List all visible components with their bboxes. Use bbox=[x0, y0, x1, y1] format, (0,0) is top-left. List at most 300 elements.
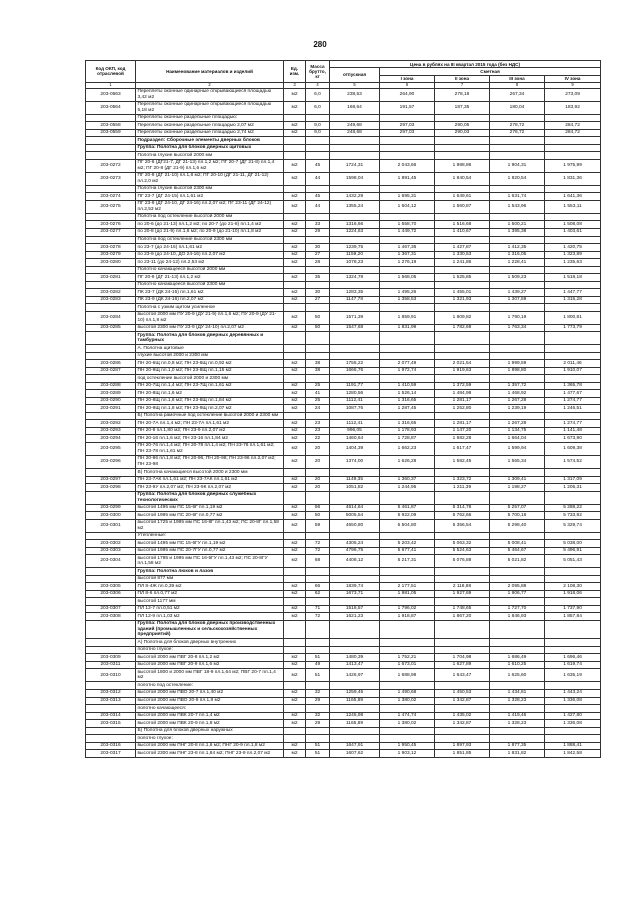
price-zone-1: 1 903,12 bbox=[380, 750, 435, 758]
release-price: 1224,63 bbox=[330, 228, 380, 236]
item-name: высотой 1495 мм ПС 15-6Г пл.1,19 м2 bbox=[136, 504, 284, 512]
empty-cell bbox=[306, 152, 330, 160]
item-mass: 71 bbox=[306, 605, 330, 613]
item-mass: 6,0 bbox=[306, 101, 330, 114]
empty-cell bbox=[284, 682, 306, 690]
price-zone-4: 1 323,89 bbox=[545, 251, 601, 259]
price-zone-3: 1 316,05 bbox=[490, 251, 545, 259]
group-heading-row bbox=[86, 568, 601, 576]
column-number: 3 bbox=[284, 82, 306, 88]
empty-cell bbox=[284, 152, 306, 160]
column-number: 4 bbox=[306, 82, 330, 88]
subheading-row bbox=[86, 114, 601, 122]
release-price: 1432,29 bbox=[330, 193, 380, 201]
price-zone-1: 1 380,02 bbox=[380, 697, 435, 705]
item-code: 203-0283 bbox=[86, 296, 136, 304]
item-mass: 72 bbox=[306, 547, 330, 555]
item-mass: 20 bbox=[306, 484, 330, 492]
empty-cell bbox=[284, 532, 306, 540]
item-unit: м2 bbox=[284, 122, 306, 130]
price-zone-2: 1 851,85 bbox=[435, 750, 490, 758]
header-unit: Ед. изм. bbox=[284, 61, 306, 83]
item-mass: 24 bbox=[306, 405, 330, 413]
price-zone-3: 267,34 bbox=[490, 88, 545, 101]
empty-cell bbox=[306, 727, 330, 735]
empty-cell bbox=[306, 620, 330, 639]
subheading-row bbox=[86, 727, 601, 735]
item-code: 203-0292 bbox=[86, 420, 136, 428]
price-zone-3: 1 357,72 bbox=[490, 382, 545, 390]
subheading-row bbox=[86, 236, 601, 244]
item-mass: 35 bbox=[306, 274, 330, 282]
empty-cell bbox=[545, 412, 601, 420]
price-zone-3: 5 298,40 bbox=[490, 519, 545, 532]
item-code: 203-0290 bbox=[86, 397, 136, 405]
item-name: Переплеты оконные раздельные площадью 2,74 м2 bbox=[136, 129, 284, 137]
table-row bbox=[86, 159, 601, 172]
price-zone-4: 1 205,31 bbox=[545, 484, 601, 492]
item-mass: 23 bbox=[306, 427, 330, 435]
item-mass: 38 bbox=[306, 360, 330, 368]
price-zone-1: 1 316,65 bbox=[380, 420, 435, 428]
empty-code-cell bbox=[86, 646, 136, 654]
table-row bbox=[86, 101, 601, 114]
price-zone-2: 1 782,69 bbox=[435, 324, 490, 332]
group-heading: Группа: Полотна для блоков дверных деревянных и тамбурных bbox=[136, 332, 284, 345]
item-unit: м2 bbox=[284, 742, 306, 750]
subheading-row bbox=[86, 213, 601, 221]
price-zone-3: 1 999,59 bbox=[490, 360, 545, 368]
item-unit: м2 bbox=[284, 555, 306, 568]
empty-cell bbox=[284, 266, 306, 274]
subheading-row bbox=[86, 266, 601, 274]
price-zone-3: 1 419,46 bbox=[490, 712, 545, 720]
item-name: высотой 2300 мм ПУ 23-9 (ДУ 24-10) пл.2,07 м2 bbox=[136, 324, 284, 332]
table-row bbox=[86, 669, 601, 682]
empty-cell bbox=[284, 236, 306, 244]
group-heading-row bbox=[86, 620, 601, 639]
item-code: 203-0302 bbox=[86, 540, 136, 548]
item-name: по 20-6 (до 21-13) пл.1,2 м2; по 20-7 (до 21-8) пл.1,4 м2 bbox=[136, 221, 284, 229]
table-row bbox=[86, 720, 601, 728]
empty-cell bbox=[435, 532, 490, 540]
subheading-row bbox=[86, 532, 601, 540]
release-price: 1460,64 bbox=[330, 435, 380, 443]
price-zone-3: 1 239,19 bbox=[490, 405, 545, 413]
item-code: 203-0298 bbox=[86, 484, 136, 492]
item-unit: м2 bbox=[284, 504, 306, 512]
empty-cell bbox=[545, 639, 601, 647]
item-unit: м2 bbox=[284, 382, 306, 390]
empty-cell bbox=[545, 375, 601, 383]
price-zone-3: 1 790,19 bbox=[490, 311, 545, 324]
price-zone-1: 5 461,87 bbox=[380, 504, 435, 512]
item-mass: 25 bbox=[306, 397, 330, 405]
price-zone-2: 1 525,85 bbox=[435, 274, 490, 282]
empty-cell bbox=[284, 352, 306, 360]
group-heading-row bbox=[86, 137, 601, 145]
header-zone-3: III зона bbox=[490, 75, 545, 82]
table-row bbox=[86, 360, 601, 368]
empty-cell bbox=[330, 137, 380, 145]
item-unit: м2 bbox=[284, 540, 306, 548]
price-zone-1: 5 677,41 bbox=[380, 547, 435, 555]
empty-cell bbox=[306, 266, 330, 274]
item-name: по 20-8 (до 21-9) пл.1,6 м2; по 20-9 (до 21-10) пл.1,8 м2 bbox=[136, 228, 284, 236]
item-mass: 33 bbox=[306, 221, 330, 229]
table-row bbox=[86, 405, 601, 413]
empty-cell bbox=[380, 412, 435, 420]
table-row bbox=[86, 697, 601, 705]
item-mass: 51 bbox=[306, 750, 330, 758]
price-zone-1: 1 796,02 bbox=[380, 605, 435, 613]
item-mass: 45 bbox=[306, 159, 330, 172]
table-row bbox=[86, 244, 601, 252]
price-zone-1: 1 380,02 bbox=[380, 720, 435, 728]
empty-code-cell bbox=[86, 375, 136, 383]
item-code: 203-0295 bbox=[86, 442, 136, 455]
item-name: ПН 20-6Щ пл.0,8 м2; ПН 23-6Щ пл.0,92 м2 bbox=[136, 360, 284, 368]
subheading: А. Полотна щитовые bbox=[136, 345, 284, 353]
price-zone-2: 1 342,87 bbox=[435, 720, 490, 728]
price-zone-4: 1 508,08 bbox=[545, 221, 601, 229]
empty-cell bbox=[330, 352, 380, 360]
empty-cell bbox=[490, 705, 545, 713]
table-body bbox=[86, 88, 601, 757]
price-zone-3: 1 309,41 bbox=[490, 476, 545, 484]
price-zone-2: 1 927,69 bbox=[435, 590, 490, 598]
subheading: полотно качающееся: bbox=[136, 705, 284, 713]
price-zone-3: 1 412,35 bbox=[490, 244, 545, 252]
price-zone-2: 1 321,93 bbox=[435, 296, 490, 304]
release-price: 1571,39 bbox=[330, 311, 380, 324]
item-code: 203-0273 bbox=[86, 172, 136, 185]
release-price: 1159,20 bbox=[330, 251, 380, 259]
group-heading: Группа: Полотна для блоков дверных производственных зданий (промышленных и сельскохозяйственных предприятий) bbox=[136, 620, 284, 639]
price-zone-4: 1 317,09 bbox=[545, 476, 601, 484]
item-name: высотой 2000 мм ПВК 20-9 пл.1,8 м2 bbox=[136, 720, 284, 728]
item-mass: 29 bbox=[306, 228, 330, 236]
header-estimate-price: Сметная bbox=[380, 68, 601, 75]
item-name: ПЛ 8-6 пл.0,77 м2 bbox=[136, 590, 284, 598]
empty-cell bbox=[330, 568, 380, 576]
price-zone-2: 1 241,86 bbox=[435, 259, 490, 267]
price-zone-2: 290,05 bbox=[435, 122, 490, 130]
empty-cell bbox=[490, 620, 545, 639]
empty-cell bbox=[330, 705, 380, 713]
empty-cell bbox=[545, 735, 601, 743]
item-name: по 23-7 (до 24-15) пл.1,61 м2 bbox=[136, 244, 284, 252]
price-zone-1: 1 526,14 bbox=[380, 390, 435, 398]
empty-cell bbox=[330, 682, 380, 690]
empty-cell bbox=[435, 575, 490, 583]
item-unit: м2 bbox=[284, 476, 306, 484]
empty-cell bbox=[380, 236, 435, 244]
empty-cell bbox=[545, 598, 601, 606]
empty-cell bbox=[330, 144, 380, 152]
release-price: 4614,64 bbox=[330, 504, 380, 512]
price-zone-3: 1 610,25 bbox=[490, 661, 545, 669]
empty-cell bbox=[490, 412, 545, 420]
item-mass: 23 bbox=[306, 420, 330, 428]
empty-code-cell bbox=[86, 469, 136, 477]
item-unit: м2 bbox=[284, 689, 306, 697]
empty-cell bbox=[545, 532, 601, 540]
item-name: высотой 2000 мм ПВО 20-7 пл.1,40 м2 bbox=[136, 689, 284, 697]
price-zone-1: 1 662,23 bbox=[380, 442, 435, 455]
item-unit: м2 bbox=[284, 435, 306, 443]
item-mass: 50 bbox=[306, 324, 330, 332]
item-mass: 45 bbox=[306, 193, 330, 201]
subheading: под остекление высотой 2000 и 2300 мм bbox=[136, 375, 284, 383]
price-zone-1: 1 244,95 bbox=[380, 484, 435, 492]
empty-cell bbox=[380, 185, 435, 193]
empty-cell bbox=[284, 575, 306, 583]
release-price: 238,53 bbox=[330, 88, 380, 101]
empty-cell bbox=[330, 727, 380, 735]
item-code: 203-0299 bbox=[86, 504, 136, 512]
header-zone-4: IV зона bbox=[545, 75, 601, 82]
price-zone-2: 1 330,53 bbox=[435, 251, 490, 259]
empty-cell bbox=[545, 575, 601, 583]
item-code: 203-0559 bbox=[86, 129, 136, 137]
empty-cell bbox=[490, 598, 545, 606]
subheading: Полотно качающееся высотой 2000 мм bbox=[136, 266, 284, 274]
empty-cell bbox=[306, 705, 330, 713]
column-number: 9 bbox=[545, 82, 601, 88]
release-price: 1147,78 bbox=[330, 296, 380, 304]
empty-cell bbox=[330, 532, 380, 540]
price-zone-3: 1 898,80 bbox=[490, 367, 545, 375]
item-unit: м2 bbox=[284, 654, 306, 662]
price-zone-3: 1 846,93 bbox=[490, 613, 545, 621]
empty-cell bbox=[490, 491, 545, 504]
empty-cell bbox=[435, 705, 490, 713]
subheading: полотно глухое: bbox=[136, 735, 284, 743]
release-price: 1191,77 bbox=[330, 382, 380, 390]
empty-code-cell bbox=[86, 568, 136, 576]
item-mass: 9,0 bbox=[306, 129, 330, 137]
empty-cell bbox=[490, 114, 545, 122]
item-code: 203-0310 bbox=[86, 669, 136, 682]
table-row bbox=[86, 742, 601, 750]
empty-cell bbox=[380, 705, 435, 713]
release-price: 1647,91 bbox=[330, 742, 380, 750]
price-zone-4: 183,92 bbox=[545, 101, 601, 114]
empty-cell bbox=[435, 682, 490, 690]
item-name: ПГ 23-9 (ДГ 24-10, ДГ 24-16) пл.2,07 м2; ПГ 23-11 (ДГ 24-12) пл.2,53 м2 bbox=[136, 200, 284, 213]
empty-code-cell bbox=[86, 491, 136, 504]
price-zone-4: 1 336,08 bbox=[545, 720, 601, 728]
item-unit: м2 bbox=[284, 259, 306, 267]
price-zone-2: 5 524,63 bbox=[435, 547, 490, 555]
release-price: 996,05 bbox=[330, 427, 380, 435]
release-price: 1112,41 bbox=[330, 397, 380, 405]
item-unit: м2 bbox=[284, 200, 306, 213]
empty-cell bbox=[306, 469, 330, 477]
item-mass: 68 bbox=[306, 555, 330, 568]
item-code: 203-0288 bbox=[86, 382, 136, 390]
item-mass: 30 bbox=[306, 289, 330, 297]
table-row bbox=[86, 193, 601, 201]
release-price: 1404,39 bbox=[330, 442, 380, 455]
empty-cell bbox=[490, 345, 545, 353]
item-code: 203-0564 bbox=[86, 101, 136, 114]
price-zone-3: 1 307,59 bbox=[490, 296, 545, 304]
empty-code-cell bbox=[86, 532, 136, 540]
empty-cell bbox=[330, 332, 380, 345]
group-heading-row bbox=[86, 332, 601, 345]
subheading-row bbox=[86, 575, 601, 583]
empty-code-cell bbox=[86, 412, 136, 420]
price-zone-3: 1 500,21 bbox=[490, 221, 545, 229]
price-zone-4: 1 447,77 bbox=[545, 289, 601, 297]
item-mass: 6,0 bbox=[306, 88, 330, 101]
price-zone-3: 1 686,49 bbox=[490, 654, 545, 662]
item-name: ПН 20-7Щ пл.1,4 м2; ПН 23-7Щ пл.1,61 м2 bbox=[136, 382, 284, 390]
item-mass: 44 bbox=[306, 200, 330, 213]
column-number: 6 bbox=[380, 82, 435, 88]
price-zone-2: 1 649,61 bbox=[435, 193, 490, 201]
group-heading-row bbox=[86, 491, 601, 504]
empty-cell bbox=[435, 236, 490, 244]
table-row bbox=[86, 750, 601, 758]
table-row bbox=[86, 605, 601, 613]
header-name: Наименование материалов и изделий bbox=[136, 61, 284, 83]
item-name: высотой 1995 мм ПС 20-7ГУ пл.0,77 м2 bbox=[136, 547, 284, 555]
release-price: 1165,89 bbox=[330, 720, 380, 728]
price-zone-2: 1 252,80 bbox=[435, 405, 490, 413]
empty-cell bbox=[284, 345, 306, 353]
price-zone-2: 1 516,68 bbox=[435, 221, 490, 229]
price-zone-1: 1 891,45 bbox=[380, 172, 435, 185]
item-name: высотой 2300 мм ПНГ 23-8 пл.1,84 м2; ПНГ 23-9 пл.2,07 м2 bbox=[136, 750, 284, 758]
group-heading: Группа: Полотна для блоков дверных служебных технологических bbox=[136, 491, 284, 504]
item-unit: м2 bbox=[284, 484, 306, 492]
table-row bbox=[86, 296, 601, 304]
empty-cell bbox=[380, 375, 435, 383]
item-mass: 29 bbox=[306, 720, 330, 728]
price-zone-2: 1 627,89 bbox=[435, 661, 490, 669]
item-name: ПН 20-9Щ пл.1,8 м2; ПН 23-9Щ пл.2,07 м2 bbox=[136, 405, 284, 413]
price-zone-2: 1 342,87 bbox=[435, 697, 490, 705]
empty-cell bbox=[490, 575, 545, 583]
price-zone-3: 1 631,74 bbox=[490, 193, 545, 201]
item-unit: м2 bbox=[284, 296, 306, 304]
price-zone-2: 1 281,17 bbox=[435, 420, 490, 428]
empty-cell bbox=[284, 185, 306, 193]
empty-cell bbox=[380, 345, 435, 353]
price-zone-4: 1 696,46 bbox=[545, 654, 601, 662]
subheading-row bbox=[86, 598, 601, 606]
price-zone-4: 1 336,08 bbox=[545, 697, 601, 705]
subheading-row bbox=[86, 735, 601, 743]
item-unit: м2 bbox=[284, 583, 306, 591]
empty-cell bbox=[490, 185, 545, 193]
price-zone-1: 1 981,05 bbox=[380, 590, 435, 598]
empty-cell bbox=[435, 639, 490, 647]
price-zone-4: 1 315,28 bbox=[545, 296, 601, 304]
item-code: 203-0317 bbox=[86, 750, 136, 758]
item-code: 203-0314 bbox=[86, 712, 136, 720]
empty-cell bbox=[545, 114, 601, 122]
item-name: ПК 23-9 (ДК 24-16) пл.2,07 м2 bbox=[136, 296, 284, 304]
column-number: 8 bbox=[490, 82, 545, 88]
empty-code-cell bbox=[86, 137, 136, 145]
price-zone-4: 1 888,41 bbox=[545, 742, 601, 750]
empty-cell bbox=[306, 682, 330, 690]
empty-code-cell bbox=[86, 735, 136, 743]
empty-cell bbox=[435, 352, 490, 360]
price-zone-2: 5 314,76 bbox=[435, 504, 490, 512]
price-zone-4: 1 235,63 bbox=[545, 259, 601, 267]
price-zone-3: 1 434,81 bbox=[490, 689, 545, 697]
item-name: ПН 23-7АК пл.1,61 м2; ПН 23-7АК пл.1,61 м2 bbox=[136, 476, 284, 484]
empty-cell bbox=[545, 236, 601, 244]
price-zone-4: 1 553,11 bbox=[545, 200, 601, 213]
price-zone-4: 273,09 bbox=[545, 88, 601, 101]
price-zone-1: 1 474,74 bbox=[380, 712, 435, 720]
price-zone-1: 5 504,80 bbox=[380, 519, 435, 532]
item-mass: 59 bbox=[306, 519, 330, 532]
release-price: 1280,56 bbox=[330, 390, 380, 398]
empty-cell bbox=[435, 469, 490, 477]
item-unit: м2 bbox=[284, 547, 306, 555]
item-name: Переплеты оконные раздельные площадью 2,07 м2 bbox=[136, 122, 284, 130]
item-unit: м2 bbox=[284, 750, 306, 758]
price-zone-4: 1 800,81 bbox=[545, 311, 601, 324]
item-name: Переплеты оконные одинарные открывающиеся площадью 5,18 м2 bbox=[136, 101, 284, 114]
item-name: ПН 20-8Щ пл.1,6 м2; ПН 23-8Щ пл.1,84 м2 bbox=[136, 397, 284, 405]
empty-cell bbox=[330, 639, 380, 647]
price-zone-1: 1 449,72 bbox=[380, 228, 435, 236]
empty-cell bbox=[380, 532, 435, 540]
release-price: 1621,23 bbox=[330, 613, 380, 621]
table-row bbox=[86, 122, 601, 130]
release-price: 1755,22 bbox=[330, 360, 380, 368]
item-unit: м2 bbox=[284, 720, 306, 728]
price-zone-3: 278,72 bbox=[490, 129, 545, 137]
price-zone-2: 1 410,67 bbox=[435, 228, 490, 236]
subheading: высотой 877 мм bbox=[136, 575, 284, 583]
item-name: высотой 2000 мм ПНГ 20-8 пл.1,6 м2; ПНГ 20-9 пл.1,8 м2 bbox=[136, 742, 284, 750]
item-unit: м2 bbox=[284, 221, 306, 229]
price-zone-3: 1 198,27 bbox=[490, 484, 545, 492]
column-number: 5 bbox=[330, 82, 380, 88]
price-zone-1: 1 358,53 bbox=[380, 296, 435, 304]
price-zone-2: 1 427,87 bbox=[435, 244, 490, 252]
item-mass: 44 bbox=[306, 172, 330, 185]
item-code: 203-0281 bbox=[86, 274, 136, 282]
release-price: 1245,98 bbox=[330, 712, 380, 720]
empty-cell bbox=[380, 352, 435, 360]
empty-cell bbox=[306, 598, 330, 606]
release-price: 1724,31 bbox=[330, 159, 380, 172]
empty-code-cell bbox=[86, 144, 136, 152]
price-zone-1: 1 831,99 bbox=[380, 324, 435, 332]
price-zone-4: 1 427,80 bbox=[545, 712, 601, 720]
subheading: В) Полотна качающиеся высотой 2000 и 2300 мм bbox=[136, 469, 284, 477]
empty-cell bbox=[380, 646, 435, 654]
price-zone-2: 1 281,17 bbox=[435, 397, 490, 405]
empty-cell bbox=[306, 575, 330, 583]
empty-cell bbox=[284, 568, 306, 576]
item-name: ПН 20-16 пл.1,6 м2; ПН 23-16 пл.1,84 м2 bbox=[136, 435, 284, 443]
header-code: Код ОКП, код отраслевой bbox=[86, 61, 136, 83]
subheading: Полотна под остекление высотой 2000 мм bbox=[136, 213, 284, 221]
item-code: 203-0304 bbox=[86, 555, 136, 568]
empty-cell bbox=[284, 375, 306, 383]
